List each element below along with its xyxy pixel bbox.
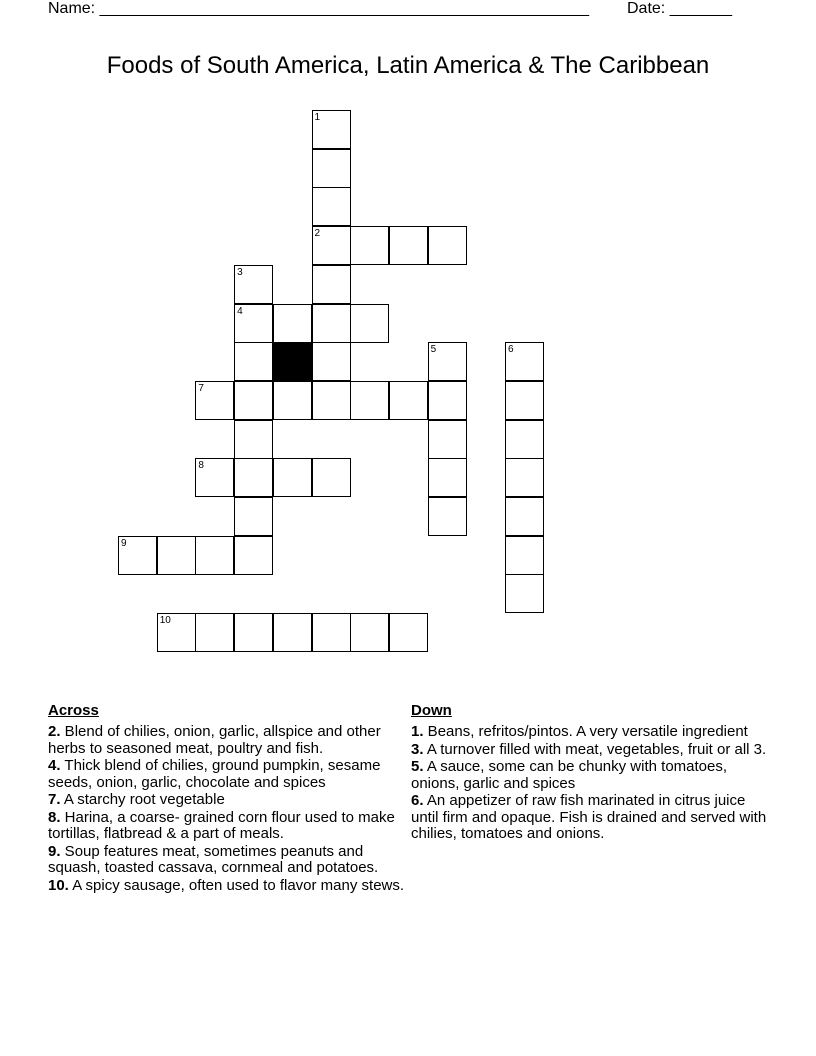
clue-number-2: 2 (314, 228, 321, 240)
crossword-cell[interactable] (350, 226, 389, 265)
clue-number: 7. (48, 791, 61, 808)
clue-number-7: 7 (198, 382, 204, 394)
down-clue-list (411, 724, 771, 843)
crossword-cell[interactable] (389, 226, 428, 265)
crossword-cell[interactable] (428, 420, 467, 459)
clue-number: 1. (411, 723, 424, 740)
crossword-cell[interactable] (312, 381, 351, 420)
down-heading: Down (411, 702, 452, 719)
clue-number: 4. (48, 757, 61, 774)
across-clue (48, 724, 408, 757)
crossword-cell[interactable] (195, 613, 234, 652)
crossword-cell[interactable] (273, 304, 312, 343)
across-clue (48, 810, 408, 843)
page-title: Foods of South America, Latin America & The Caribbean (106, 52, 710, 79)
clue-text: Beans, refritos/pintos. A very versatile ingredient (423, 723, 748, 740)
clue-number: 10. (48, 876, 69, 894)
date-line: Date: _______ (627, 0, 732, 17)
crossword-cell[interactable] (312, 342, 351, 381)
clue-text: An appetizer of raw fish marinated in citrus juice until firm and opaque. Fish is drained and served with chilies, tomatoes and onions. (411, 792, 767, 842)
crossword-cell[interactable] (389, 381, 428, 420)
down-clue (411, 724, 771, 741)
clue-number: 6. (411, 792, 424, 809)
crossword-cell[interactable] (350, 381, 389, 420)
crossword-cell[interactable] (195, 536, 234, 575)
clue-number: 8. (48, 808, 61, 826)
crossword-cell[interactable] (234, 381, 273, 420)
clue-text: A turnover filled with meat, vegetables, fruit or all 3. (423, 740, 767, 758)
crossword-cell[interactable] (312, 304, 351, 343)
crossword-cell[interactable] (234, 342, 273, 381)
crossword-cell[interactable] (312, 265, 351, 304)
crossword-cell[interactable] (234, 536, 273, 575)
crossword-black-cell (273, 342, 312, 381)
clue-number: 9. (48, 842, 61, 860)
crossword-cell[interactable] (428, 458, 467, 497)
across-clue (48, 844, 408, 877)
across-heading: Across (48, 702, 99, 719)
crossword-cell[interactable] (350, 304, 389, 343)
crossword-cell[interactable] (234, 458, 273, 497)
crossword-cell[interactable] (312, 149, 351, 188)
clue-number-4: 4 (237, 305, 243, 317)
crossword-cell[interactable] (157, 536, 196, 575)
down-clue (411, 793, 771, 843)
crossword-cell[interactable] (505, 458, 544, 497)
clue-text: A spicy sausage, often used to flavor many stews. (68, 876, 405, 894)
clue-number-5: 5 (430, 344, 437, 356)
crossword-cell[interactable] (505, 420, 544, 459)
crossword-cell[interactable] (312, 187, 351, 226)
clue-text: A starchy root vegetable (60, 791, 225, 808)
crossword-cell[interactable] (312, 458, 351, 497)
clue-text: Thick blend of chilies, ground pumpkin, sesame seeds, onion, garlic, chocolate and spices (48, 757, 381, 791)
clue-number: 2. (48, 723, 61, 740)
across-clue (48, 792, 408, 809)
across-clue (48, 878, 408, 895)
crossword-cell[interactable] (505, 574, 544, 613)
clue-text: Harina, a coarse- grained corn flour used to make tortillas, flatbread & a part of meals. (48, 808, 395, 842)
clue-number-9: 9 (121, 537, 127, 549)
clue-text: A sauce, some can be chunky with tomatoes, onions, garlic and spices (411, 758, 728, 792)
crossword-cell[interactable] (505, 497, 544, 536)
across-clues (48, 702, 408, 895)
crossword-cell[interactable] (234, 613, 273, 652)
crossword-cell[interactable] (273, 613, 312, 652)
crossword-cell[interactable] (428, 497, 467, 536)
crossword-cell[interactable] (273, 458, 312, 497)
crossword-cell[interactable] (234, 497, 273, 536)
crossword-cell[interactable] (428, 381, 467, 420)
across-clue (48, 758, 408, 791)
crossword-cell[interactable] (273, 381, 312, 420)
across-clue-list (48, 724, 408, 894)
clue-number-8: 8 (198, 460, 204, 472)
crossword-cell[interactable] (428, 226, 467, 265)
crossword-cell[interactable] (312, 613, 351, 652)
down-clue (411, 742, 771, 759)
crossword-cell[interactable] (505, 536, 544, 575)
clue-text: Soup features meat, sometimes peanuts and squash, toasted cassava, cornmeal and potatoes. (48, 842, 379, 876)
crossword-cell[interactable] (505, 381, 544, 420)
crossword-cell[interactable] (234, 420, 273, 459)
name-line: Name: _______________________________________________________ (48, 0, 589, 17)
clue-number: 5. (411, 758, 424, 775)
clue-number-10: 10 (159, 615, 171, 627)
down-clues (411, 702, 771, 844)
clue-text: Blend of chilies, onion, garlic, allspice and other herbs to seasoned meat, poultry and fish. (48, 723, 381, 757)
crossword-cell[interactable] (389, 613, 428, 652)
crossword-cell[interactable] (350, 613, 389, 652)
clue-number-6: 6 (508, 344, 514, 356)
clue-number: 3. (411, 740, 424, 758)
clue-number-1: 1 (314, 112, 321, 123)
down-clue (411, 759, 771, 792)
clue-number-3: 3 (237, 266, 243, 278)
